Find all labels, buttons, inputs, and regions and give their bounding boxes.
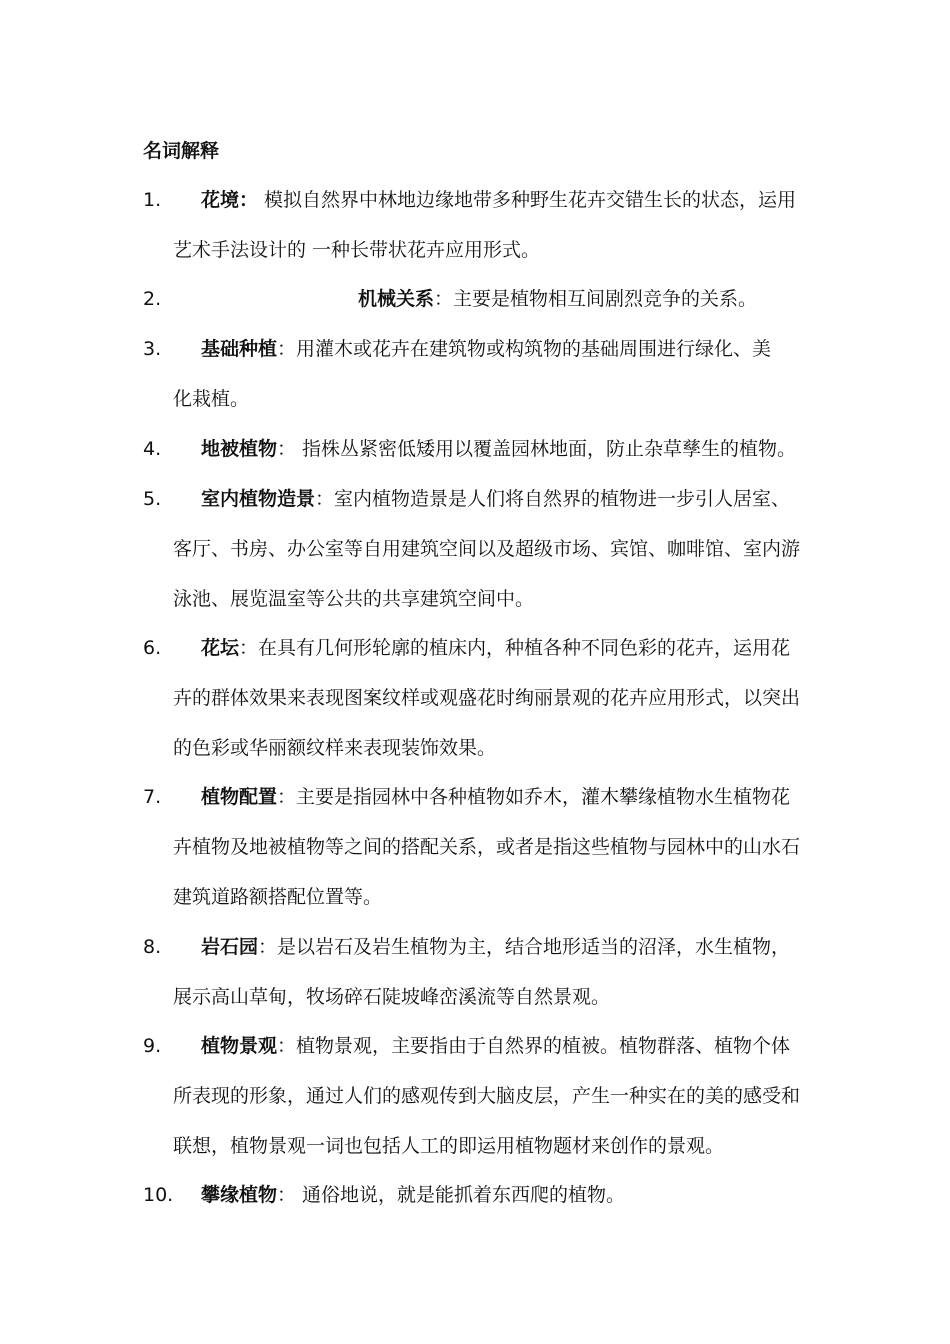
entry-line — [143, 474, 813, 524]
entry-continuation: 联想，植物景观一词也包括人工的即运用植物题材来创作的景观。 — [173, 1135, 725, 1157]
definition-entry — [143, 623, 813, 773]
entry-definition: ： 指株丛紧密低矮用以覆盖园林地面，防止杂草孳生的植物。 — [277, 438, 797, 460]
entry-number: 2. — [143, 288, 162, 310]
entry-definition: ：主要是植物相互间剧烈竞争的关系。 — [434, 288, 758, 310]
entry-continuation: 建筑道路额搭配位置等。 — [173, 886, 383, 908]
definition-entry — [143, 474, 813, 624]
entry-line — [143, 274, 813, 324]
entry-number: 10. — [143, 1184, 174, 1206]
entry-line — [143, 424, 813, 474]
entry-term: 植物景观 — [201, 1035, 278, 1057]
entry-number: 7. — [143, 786, 162, 808]
entry-number: 6. — [143, 637, 162, 659]
definition-entry — [143, 175, 813, 275]
entry-continuation: 卉植物及地被植物等之间的搭配关系，或者是指这些植物与园林中的山水石 — [173, 836, 801, 858]
definition-entry — [143, 424, 813, 474]
entry-term: 攀缘植物 — [201, 1184, 278, 1206]
entry-line — [143, 175, 813, 225]
entry-line — [143, 772, 813, 822]
entry-term: 机械关系 — [358, 288, 435, 310]
entry-continuation: 泳池、展览温室等公共的共享建筑空间中。 — [173, 588, 535, 610]
entry-number: 3. — [143, 338, 162, 360]
entry-continuation: 艺术手法设计的 一种长带状花卉应用形式。 — [173, 239, 541, 261]
entry-term: 花境： — [201, 189, 259, 211]
entry-definition: ：用灌木或花卉在建筑物或构筑物的基础周围进行绿化、美 — [277, 338, 772, 360]
entry-definition: ：是以岩石及岩生植物为主，结合地形适当的沼泽，水生植物， — [258, 936, 791, 958]
entry-number: 8. — [143, 936, 162, 958]
definition-entry — [143, 324, 813, 424]
definition-entry — [143, 1170, 813, 1220]
entry-term: 室内植物造景 — [201, 488, 316, 510]
entry-term: 地被植物 — [201, 438, 278, 460]
entry-continuation: 的色彩或华丽额纹样来表现装饰效果。 — [173, 737, 497, 759]
entry-number: 1. — [143, 189, 162, 211]
entry-definition: ：在具有几何形轮廓的植床内，种植各种不同色彩的花卉，运用花 — [239, 637, 791, 659]
entry-line — [143, 922, 813, 972]
entry-number: 5. — [143, 488, 162, 510]
entry-continuation: 所表现的形象，通过人们的感观传到大脑皮层，产生一种实在的美的感受和 — [173, 1085, 801, 1107]
entry-definition: ：室内植物造景是人们将自然界的植物进一步引人居室、 — [315, 488, 791, 510]
entry-line — [143, 1021, 813, 1071]
definition-entry — [143, 274, 813, 324]
entry-term: 基础种植 — [201, 338, 278, 360]
entry-continuation: 展示高山草甸，牧场碎石陡坡峰峦溪流等自然景观。 — [173, 986, 611, 1008]
entry-number: 9. — [143, 1035, 162, 1057]
definition-entry — [143, 1021, 813, 1171]
entry-definition: ：植物景观，主要指由于自然界的植被。植物群落、植物个体 — [277, 1035, 791, 1057]
definition-entry — [143, 772, 813, 922]
entry-definition: 模拟自然界中林地边缘地带多种野生花卉交错生长的状态，运用 — [258, 189, 797, 211]
entry-term: 植物配置 — [201, 786, 278, 808]
section-heading: 名词解释 — [143, 140, 220, 162]
definition-entry — [143, 922, 813, 1022]
entry-line — [143, 1170, 813, 1220]
entry-continuation: 化栽植。 — [173, 388, 250, 410]
entry-number: 4. — [143, 438, 162, 460]
entry-term: 岩石园 — [201, 936, 259, 958]
entry-line — [143, 623, 813, 673]
entry-definition: ： 通俗地说，就是能抓着东西爬的植物。 — [277, 1184, 626, 1206]
entry-continuation: 卉的群体效果来表现图案纹样或观盛花时绚丽景观的花卉应用形式，以突出 — [173, 687, 801, 709]
entry-term: 花坛 — [201, 637, 240, 659]
entry-continuation: 客厅、书房、办公室等自用建筑空间以及超级市场、宾馆、咖啡馆、室内游 — [173, 538, 801, 560]
entry-definition: ：主要是指园林中各种植物如乔木，灌木攀缘植物水生植物花 — [277, 786, 791, 808]
entry-line — [143, 324, 813, 374]
